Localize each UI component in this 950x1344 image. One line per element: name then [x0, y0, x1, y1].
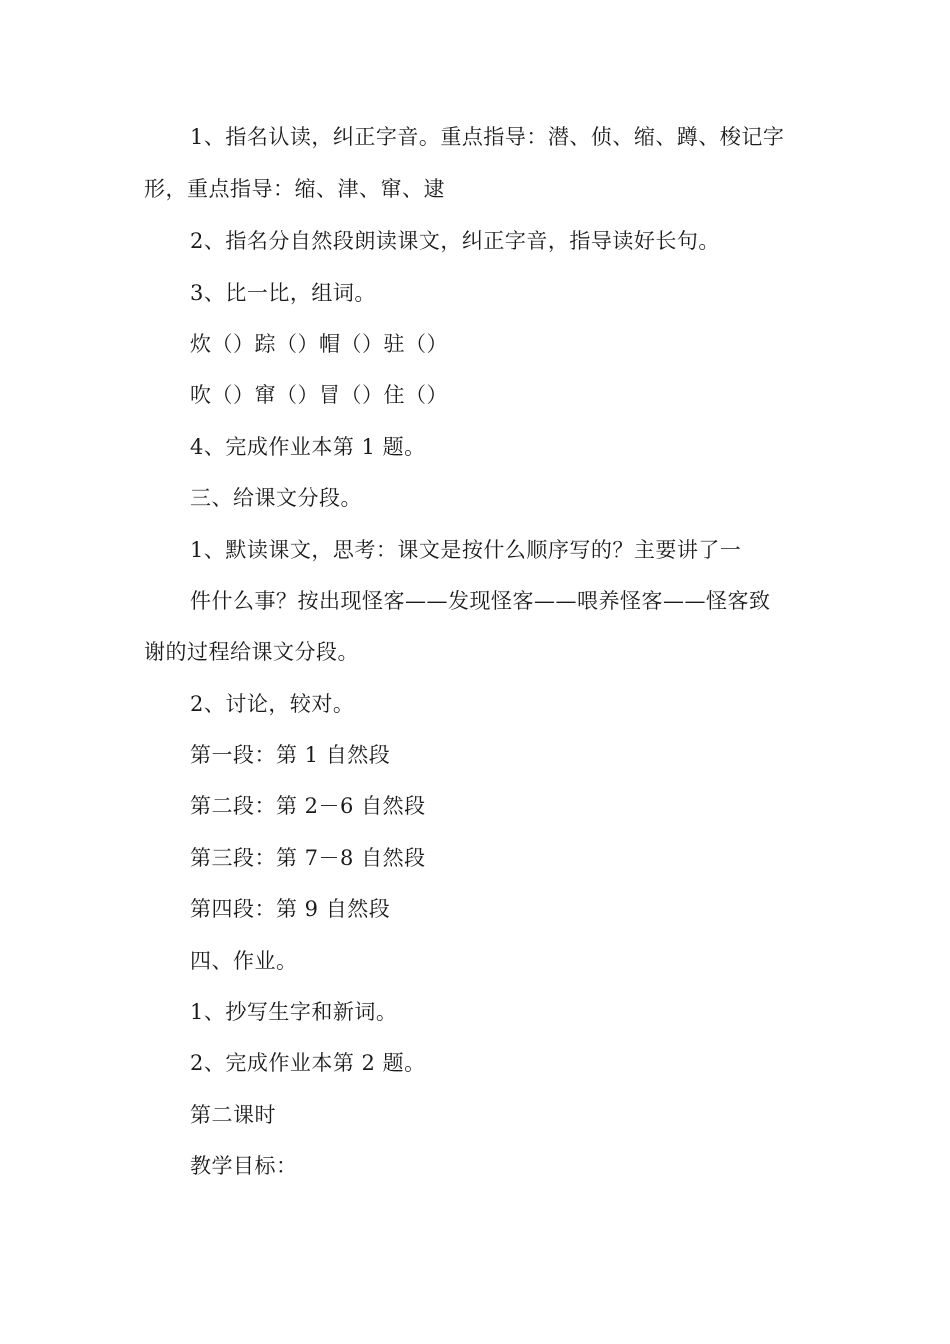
paragraph-line: 第二段：第 2－6 自然段 — [190, 794, 426, 818]
paragraph-line: 第四段：第 9 自然段 — [190, 897, 391, 921]
section-heading: 三、给课文分段。 — [190, 486, 362, 510]
paragraph-line: 2、指名分自然段朗读课文，纠正字音，指导读好长句。 — [190, 229, 720, 253]
paragraph-line: 第一段：第 1 自然段 — [190, 743, 391, 767]
paragraph-line: 炊（）踪（）帽（）驻（） — [190, 332, 448, 356]
paragraph-line: 谢的过程给课文分段。 — [144, 640, 359, 664]
paragraph-line: 2、讨论，较对。 — [190, 692, 355, 716]
paragraph-line: 1、默读课文，思考：课文是按什么顺序写的？主要讲了一 — [190, 538, 742, 562]
paragraph-line: 1、抄写生字和新词。 — [190, 1000, 398, 1024]
paragraph-line: 吹（）窜（）冒（）住（） — [190, 383, 448, 407]
section-heading: 四、作业。 — [190, 949, 298, 973]
section-heading: 教学目标： — [190, 1154, 298, 1178]
paragraph-line: 第三段：第 7－8 自然段 — [190, 846, 426, 870]
paragraph-line: 2、完成作业本第 2 题。 — [190, 1051, 426, 1075]
paragraph-line: 3、比一比，组词。 — [190, 281, 376, 305]
paragraph-line: 1、指名认读，纠正字音。重点指导：潜、侦、缩、蹲、梭记字 — [190, 125, 785, 149]
paragraph-line: 件什么事？按出现怪客——发现怪客——喂养怪客——怪客致 — [190, 589, 771, 613]
paragraph-line: 形，重点指导：缩、津、窜、逮 — [144, 177, 445, 201]
section-heading: 第二课时 — [190, 1103, 276, 1127]
paragraph-line: 4、完成作业本第 1 题。 — [190, 435, 426, 459]
